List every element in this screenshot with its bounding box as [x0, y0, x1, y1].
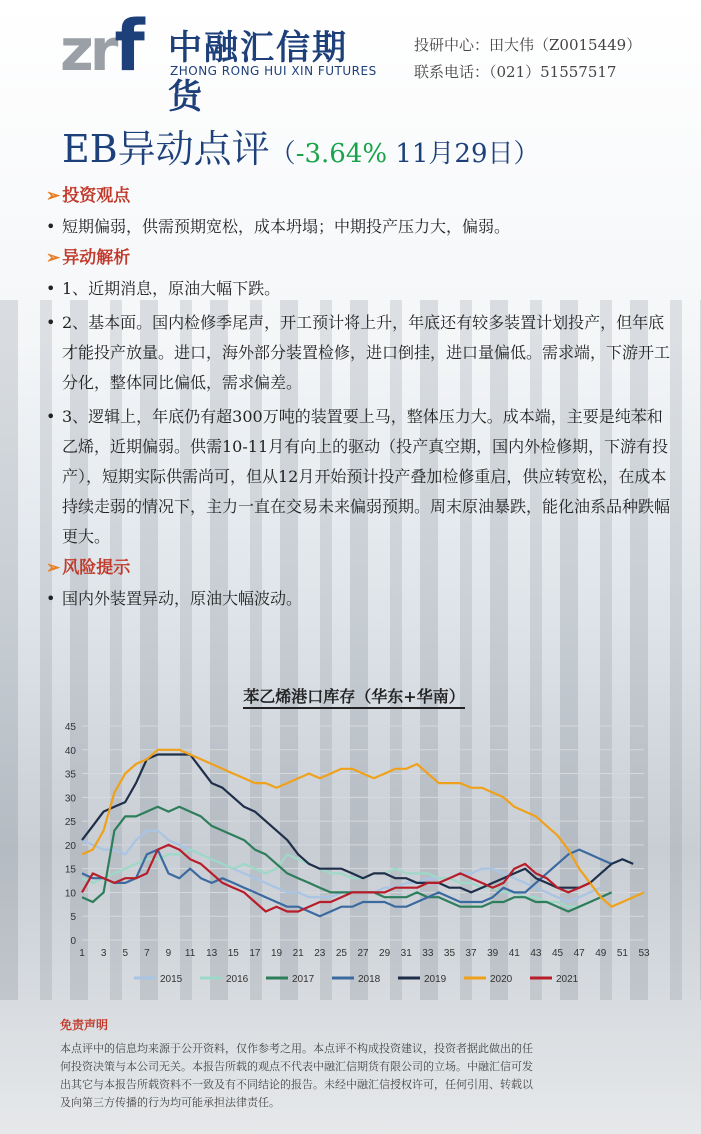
- x-tick-label: 5: [122, 948, 129, 959]
- x-tick-label: 11: [184, 948, 196, 959]
- x-tick-label: 43: [530, 948, 542, 959]
- x-tick-label: 3: [100, 948, 107, 959]
- x-tick-label: 49: [595, 948, 607, 959]
- y-tick-label: 5: [70, 912, 76, 924]
- x-tick-label: 37: [465, 948, 477, 959]
- y-tick-label: 40: [64, 745, 76, 757]
- x-tick-label: 31: [400, 948, 412, 959]
- legend-label: 2016: [226, 974, 249, 985]
- list-item: • 1、近期消息，原油大幅下跌。: [46, 274, 676, 304]
- logo-mark: zrf: [60, 5, 141, 87]
- legend-label: 2018: [358, 974, 381, 985]
- title-paren-open: （: [269, 139, 296, 169]
- header: [0, 0, 701, 117]
- disclaimer-line: 本点评中的信息均来源于公开资料，仅作参考之用。本点评不构成投资建议，投资者据此做出的任: [60, 1042, 533, 1055]
- x-tick-label: 29: [379, 948, 391, 959]
- x-tick-label: 23: [314, 948, 326, 959]
- y-tick-label: 45: [64, 722, 76, 733]
- y-tick-label: 15: [64, 864, 76, 876]
- disclaimer-title: 免责声明: [60, 1018, 109, 1032]
- y-tick-label: 35: [64, 769, 76, 781]
- x-tick-label: 35: [443, 948, 456, 959]
- legend-label: 2021: [556, 974, 579, 985]
- list-item: • 短期偏弱，供需预期宽松，成本坍塌；中期投产压力大，偏弱。: [46, 212, 676, 242]
- x-tick-label: 19: [270, 948, 283, 959]
- legend-label: 2019: [424, 974, 447, 985]
- x-tick-label: 53: [638, 948, 650, 959]
- x-tick-label: 51: [616, 948, 628, 959]
- x-tick-label: 13: [206, 948, 218, 959]
- bullet-icon: •: [46, 313, 56, 332]
- chart-svg: [54, 690, 654, 1000]
- series-line-2018: [82, 850, 612, 917]
- x-tick-label: 25: [335, 948, 347, 959]
- series-line-2019: [82, 755, 633, 893]
- arrow-icon: ➢: [46, 558, 61, 578]
- x-tick-label: 21: [292, 948, 304, 959]
- title-date: 11月29日）: [387, 139, 540, 169]
- x-tick-label: 7: [144, 948, 150, 959]
- inventory-chart: [54, 680, 654, 1000]
- contact-info: [414, 32, 641, 86]
- title-change-pct: -3.64%: [295, 139, 388, 169]
- contact-researcher: 投研中心：田大伟（Z0015449）: [414, 36, 642, 54]
- list-item: • 3、逻辑上，年底仍有超300万吨的装置要上马，整体压力大。成本端，主要是纯苯和乙烯，近期偏弱。供需10-11月有向上的驱动（投产真空期，国内外检修期，下游有投产），短期实际供需尚可，但从12月开始预计投产叠加检修重启，供应转宽松，在成本持续走弱的情况下，主力一直在交易未来偏弱预期。周末原油暴跌，能化油系品种跌幅更大。: [46, 402, 676, 552]
- series-line-2015: [82, 831, 601, 902]
- x-tick-label: 39: [487, 948, 499, 959]
- y-tick-label: 0: [70, 936, 76, 947]
- disclaimer-line: 出其它与本报告所载资料不一致及有不同结论的报告。未经中融汇信授权许可，任何引用、转载以: [60, 1078, 533, 1091]
- section-heading-analysis: ➢ 异动解析: [46, 248, 131, 268]
- legend-label: 2020: [490, 974, 513, 985]
- legend-label: 2015: [160, 974, 183, 985]
- bullet-icon: •: [46, 407, 56, 426]
- x-tick-label: 1: [79, 948, 85, 959]
- list-item: • 国内外装置异动，原油大幅波动。: [46, 584, 676, 614]
- x-tick-label: 41: [508, 948, 520, 959]
- y-tick-label: 20: [64, 840, 76, 852]
- x-tick-label: 47: [573, 948, 585, 959]
- company-logo: [60, 5, 380, 117]
- disclaimer: [60, 1016, 660, 1112]
- section-heading-view: ➢ 投资观点: [46, 186, 131, 206]
- bullet-icon: •: [46, 217, 56, 236]
- y-tick-label: 25: [64, 817, 76, 829]
- title-main: EB异动点评: [62, 127, 270, 171]
- bullet-icon: •: [46, 279, 56, 298]
- x-tick-label: 17: [249, 948, 261, 959]
- disclaimer-line: 及向第三方传播的行为均可能承担法律责任。: [60, 1096, 280, 1109]
- contact-phone: 联系电话：（021）51557517: [414, 63, 617, 81]
- x-tick-label: 33: [422, 948, 434, 959]
- x-tick-label: 15: [227, 948, 239, 959]
- bullet-icon: •: [46, 589, 56, 608]
- y-tick-label: 10: [64, 888, 76, 900]
- section-heading-risk: ➢ 风险提示: [46, 558, 131, 578]
- arrow-icon: ➢: [46, 186, 61, 206]
- logo-cn-name: 中融汇信期货: [168, 28, 348, 117]
- report-content: [46, 180, 676, 614]
- disclaimer-line: 何投资决策与本公司无关。本报告所载的观点不代表中融汇信期货有限公司的立场。中融汇信可发: [60, 1060, 533, 1073]
- logo-en-name: ZHONG RONG HUI XIN FUTURES: [170, 64, 377, 78]
- chart-title: 苯乙烯港口库存（华东+华南）: [54, 684, 654, 707]
- arrow-icon: ➢: [46, 248, 61, 268]
- y-tick-label: 30: [64, 793, 76, 805]
- page-title: [62, 118, 540, 173]
- x-tick-label: 45: [551, 948, 564, 959]
- x-tick-label: 27: [357, 948, 369, 959]
- list-item: • 2、基本面。国内检修季尾声，开工预计将上升，年底还有较多装置计划投产，但年底才能投产放量。进口，海外部分装置检修，进口倒挂，进口量偏低。需求端，下游开工分化，整体同比偏低，需求偏差。: [46, 308, 676, 398]
- x-tick-label: 9: [165, 948, 172, 959]
- legend-label: 2017: [292, 974, 315, 985]
